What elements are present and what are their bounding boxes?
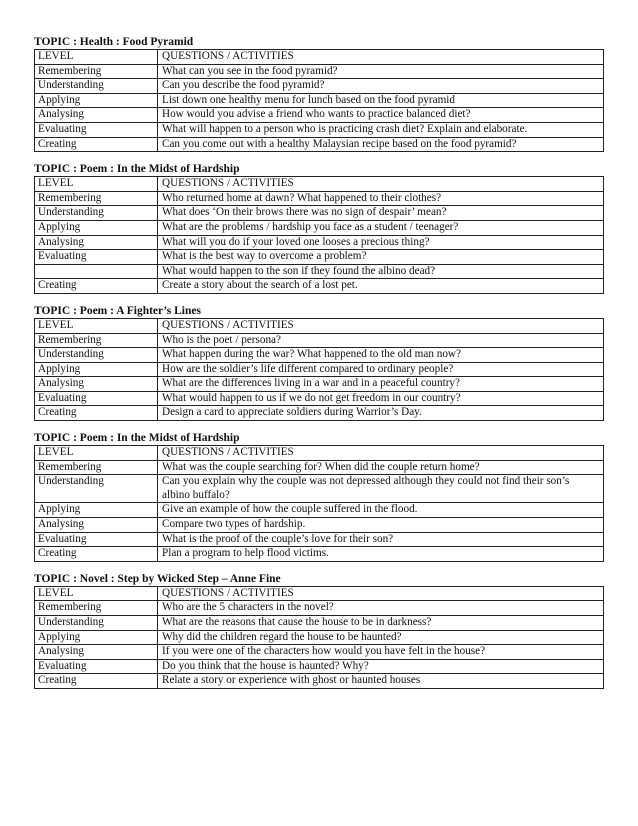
level-cell: Remembering (35, 191, 158, 206)
question-cell: Can you explain why the couple was not depressed although they could not find their son’s albino buffalo? (158, 475, 604, 503)
topic-section (34, 304, 604, 421)
table-row (35, 122, 604, 137)
table-row (35, 391, 604, 406)
level-cell: Remembering (35, 460, 158, 475)
question-cell: What will happen to a person who is practicing crash diet? Explain and elaborate. (158, 122, 604, 137)
level-cell: Creating (35, 547, 158, 562)
level-cell: Applying (35, 362, 158, 377)
topic-section (34, 162, 604, 294)
table-row (35, 206, 604, 221)
level-cell: Evaluating (35, 250, 158, 265)
questions-table (34, 586, 604, 689)
table-header-row (35, 318, 604, 333)
question-cell: Who are the 5 characters in the novel? (158, 601, 604, 616)
level-cell: Creating (35, 279, 158, 294)
level-cell: Analysing (35, 645, 158, 660)
question-cell: What will you do if your loved one looses a precious thing? (158, 235, 604, 250)
topic-section (34, 431, 604, 562)
question-cell: What happen during the war? What happened to the old man now? (158, 348, 604, 363)
level-cell: Analysing (35, 518, 158, 533)
questions-table (34, 445, 604, 562)
table-row (35, 93, 604, 108)
level-cell: Applying (35, 503, 158, 518)
question-cell: What are the problems / hardship you face as a student / teenager? (158, 220, 604, 235)
table-row (35, 264, 604, 279)
table-header-row (35, 586, 604, 601)
level-cell: Applying (35, 220, 158, 235)
table-row (35, 279, 604, 294)
questions-header: QUESTIONS / ACTIVITIES (158, 318, 604, 333)
table-header-row (35, 446, 604, 461)
table-row (35, 377, 604, 392)
level-cell: Evaluating (35, 391, 158, 406)
questions-table (34, 318, 604, 421)
table-row (35, 460, 604, 475)
table-row (35, 64, 604, 79)
question-cell: How are the soldier’s life different compared to ordinary people? (158, 362, 604, 377)
question-cell: What is the best way to overcome a problem? (158, 250, 604, 265)
level-header: LEVEL (35, 318, 158, 333)
table-header-row (35, 177, 604, 192)
topic-title: TOPIC : Health : Food Pyramid (34, 36, 194, 48)
question-cell: Do you think that the house is haunted? Why? (158, 659, 604, 674)
level-cell: Creating (35, 674, 158, 689)
questions-table (34, 176, 604, 294)
level-cell: Evaluating (35, 532, 158, 547)
table-row (35, 333, 604, 348)
question-cell: How would you advise a friend who wants to practice balanced diet? (158, 108, 604, 123)
level-cell: Analysing (35, 108, 158, 123)
question-cell: What would happen to the son if they found the albino dead? (158, 264, 604, 279)
level-cell (35, 264, 158, 279)
question-cell: What are the reasons that cause the house to be in darkness? (158, 616, 604, 631)
level-cell: Understanding (35, 616, 158, 631)
question-cell: What would happen to us if we do not get freedom in our country? (158, 391, 604, 406)
table-row (35, 645, 604, 660)
table-row (35, 220, 604, 235)
level-cell: Creating (35, 137, 158, 152)
level-header: LEVEL (35, 446, 158, 461)
question-cell: Can you describe the food pyramid? (158, 79, 604, 94)
table-row (35, 475, 604, 503)
table-row (35, 108, 604, 123)
level-cell: Remembering (35, 333, 158, 348)
question-cell: Can you come out with a healthy Malaysian recipe based on the food pyramid? (158, 137, 604, 152)
question-cell: Compare two types of hardship. (158, 518, 604, 533)
level-cell: Evaluating (35, 122, 158, 137)
table-row (35, 547, 604, 562)
level-cell: Remembering (35, 64, 158, 79)
level-cell: Analysing (35, 235, 158, 250)
level-cell: Remembering (35, 601, 158, 616)
table-row (35, 137, 604, 152)
table-row (35, 406, 604, 421)
table-row (35, 250, 604, 265)
question-cell: What is the proof of the couple’s love for their son? (158, 532, 604, 547)
table-row (35, 674, 604, 689)
level-cell: Understanding (35, 79, 158, 94)
question-cell: What are the differences living in a war and in a peaceful country? (158, 377, 604, 392)
topic-title: TOPIC : Novel : Step by Wicked Step – Anne Fine (34, 572, 281, 585)
question-cell: Who is the poet / persona? (158, 333, 604, 348)
document (34, 35, 604, 699)
topic-section (34, 572, 604, 689)
level-header: LEVEL (35, 177, 158, 192)
level-cell: Understanding (35, 475, 158, 503)
questions-header: QUESTIONS / ACTIVITIES (158, 586, 604, 601)
table-row (35, 79, 604, 94)
questions-header: QUESTIONS / ACTIVITIES (158, 446, 604, 461)
level-header: LEVEL (35, 50, 158, 65)
table-row (35, 191, 604, 206)
question-cell: What was the couple searching for? When did the couple return home? (158, 460, 604, 475)
topic-section (34, 35, 604, 152)
table-row (35, 362, 604, 377)
topic-title: TOPIC : Poem : A Fighter’s Lines (34, 304, 201, 317)
table-row (35, 532, 604, 547)
question-cell: Give an example of how the couple suffered in the flood. (158, 503, 604, 518)
question-cell: Create a story about the search of a lost pet. (158, 279, 604, 294)
topic-title: TOPIC : Poem : In the Midst of Hardship (34, 432, 240, 445)
questions-header: QUESTIONS / ACTIVITIES (158, 50, 604, 65)
table-row (35, 503, 604, 518)
topic-title: TOPIC : Poem : In the Midst of Hardship (34, 163, 240, 176)
question-cell: List down one healthy menu for lunch based on the food pyramid (158, 93, 604, 108)
question-cell: Relate a story or experience with ghost or haunted houses (158, 674, 604, 689)
level-header: LEVEL (35, 586, 158, 601)
table-row (35, 601, 604, 616)
level-cell: Applying (35, 93, 158, 108)
question-cell: If you were one of the characters how would you have felt in the house? (158, 645, 604, 660)
level-cell: Understanding (35, 206, 158, 221)
table-row (35, 616, 604, 631)
table-row (35, 659, 604, 674)
table-row (35, 630, 604, 645)
questions-header: QUESTIONS / ACTIVITIES (158, 177, 604, 192)
question-cell: Who returned home at dawn? What happened to their clothes? (158, 191, 604, 206)
question-cell: Design a card to appreciate soldiers during Warrior’s Day. (158, 406, 604, 421)
table-row (35, 518, 604, 533)
questions-table (34, 49, 604, 152)
question-cell: What does ‘On their brows there was no sign of despair’ mean? (158, 206, 604, 221)
level-cell: Evaluating (35, 659, 158, 674)
level-cell: Creating (35, 406, 158, 421)
level-cell: Understanding (35, 348, 158, 363)
table-row (35, 235, 604, 250)
level-cell: Analysing (35, 377, 158, 392)
question-cell: Why did the children regard the house to be haunted? (158, 630, 604, 645)
level-cell: Applying (35, 630, 158, 645)
table-header-row (35, 50, 604, 65)
question-cell: What can you see in the food pyramid? (158, 64, 604, 79)
table-row (35, 348, 604, 363)
question-cell: Plan a program to help flood victims. (158, 547, 604, 562)
